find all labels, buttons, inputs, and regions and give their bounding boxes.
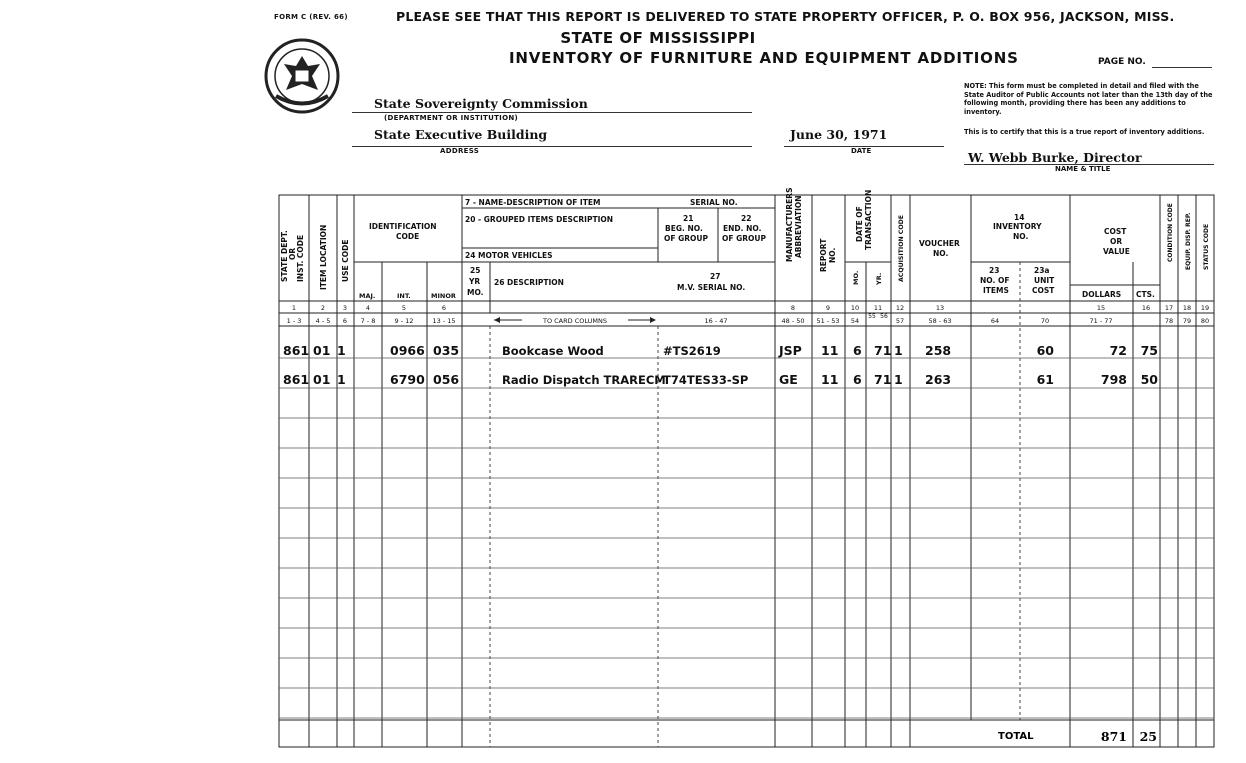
col-cost-1: COST — [1104, 227, 1127, 236]
cell-acq: 1 — [894, 343, 903, 358]
col-cost-3: VALUE — [1103, 247, 1130, 256]
cell-mfr: GE — [779, 372, 798, 387]
col-equip-disp: EQUIP. DISP. REP. — [1185, 212, 1192, 270]
cell-use: 1 — [337, 343, 346, 358]
field-number: 18 — [1182, 304, 1192, 312]
col-manufacturers-2: ABBREVIATION — [794, 195, 803, 258]
cell-loc: 01 — [313, 343, 331, 358]
card-column-label: 58 - 63 — [928, 317, 952, 325]
cell-yr: 71 — [874, 343, 892, 358]
col-motor-vehicles: 24 MOTOR VEHICLES — [465, 251, 553, 260]
col-beg-no-3: OF GROUP — [664, 234, 709, 243]
col-cost-2: OR — [1110, 237, 1123, 246]
total-label: TOTAL — [998, 731, 1034, 742]
field-number: 15 — [1096, 304, 1106, 312]
table-row — [283, 343, 1158, 358]
cell-acq: 1 — [894, 372, 903, 387]
certification: This is to certify that this is a true report of inventory additions. — [964, 128, 1205, 136]
cell-voucher: 258 — [925, 343, 952, 358]
field-number: 13 — [935, 304, 945, 312]
field-number: 10 — [850, 304, 860, 312]
col-state-dept-2: OR — [288, 247, 297, 260]
signer-caption: NAME & TITLE — [1055, 165, 1111, 173]
col-acquisition-code: ACQUISITION CODE — [898, 215, 905, 282]
cell-report: 11 — [821, 372, 839, 387]
col-item-location: ITEM LOCATION — [319, 224, 328, 290]
col-no-items-1: 23 — [989, 266, 1000, 275]
card-column-label: 1 - 3 — [286, 317, 302, 325]
cell-mo: 6 — [853, 372, 862, 387]
field-number: 1 — [291, 304, 297, 312]
col-beg-no-2: BEG. NO. — [665, 224, 703, 233]
cell-minor: 056 — [433, 372, 460, 387]
cell-serial: T74TES33-SP — [663, 373, 749, 387]
total-dollars: 871 — [1100, 729, 1127, 744]
col-status-code: STATUS CODE — [1203, 223, 1210, 270]
col-unit-cost-1: 23a — [1034, 266, 1050, 275]
col-end-no-2: END. NO. — [723, 224, 762, 233]
filing-note: NOTE: This form must be completed in detail and filed with the State Auditor of Public Accounts not later than the 13th day of the following month, providing there has been any additions to inventory. — [964, 82, 1213, 116]
report-date: June 30, 1971 — [790, 127, 888, 142]
col-condition-code: CONDITION CODE — [1167, 203, 1174, 262]
col-date-trans-1: DATE OF — [855, 206, 864, 242]
cell-dept: 861 — [283, 372, 310, 387]
col-voucher-1: VOUCHER — [919, 239, 960, 248]
col-unit-cost-2: UNIT — [1034, 276, 1055, 285]
col-manufacturers-1: MANUFACTURERS — [785, 187, 794, 262]
col-id-code-1: IDENTIFICATION — [369, 222, 437, 231]
col-end-no-1: 22 — [741, 214, 752, 223]
cell-unit-cost: 60 — [1036, 343, 1054, 358]
card-column-label: 56 — [880, 313, 888, 320]
card-column-label: 48 - 50 — [781, 317, 805, 325]
cell-int: 0966 — [390, 343, 425, 358]
address: State Executive Building — [374, 127, 548, 142]
cell-minor: 035 — [433, 343, 460, 358]
cell-mfr: JSP — [779, 343, 802, 358]
cell-dollars: 72 — [1109, 343, 1127, 358]
cell-cts: 75 — [1140, 343, 1158, 358]
card-column-label: TO CARD COLUMNS — [542, 317, 608, 325]
cell-serial: #TS2619 — [663, 344, 721, 358]
col-use-code: USE CODE — [341, 239, 350, 282]
col-mv-serial-2: M.V. SERIAL NO. — [677, 283, 746, 292]
card-column-label: 79 — [1182, 317, 1192, 325]
col-no-items-3: ITEMS — [983, 286, 1009, 295]
department-name: State Sovereignty Commission — [374, 96, 588, 111]
cell-description: Radio Dispatch TRARECM — [502, 373, 666, 387]
col-unit-cost-3: COST — [1032, 286, 1055, 295]
col-name-desc: 7 - NAME-DESCRIPTION OF ITEM — [465, 198, 601, 207]
col-id-code-2: CODE — [396, 232, 420, 241]
field-number: 4 — [365, 304, 371, 312]
card-column-label: 80 — [1200, 317, 1210, 325]
col-dollars: DOLLARS — [1082, 290, 1122, 299]
col-mv-serial-1: 27 — [710, 272, 721, 281]
col-yr: YR. — [875, 272, 883, 285]
col-minor: MINOR — [431, 292, 456, 300]
cell-cts: 50 — [1140, 372, 1158, 387]
col-beg-no-1: 21 — [683, 214, 694, 223]
field-number: 8 — [790, 304, 796, 312]
col-report-no-2: NO. — [828, 247, 837, 263]
field-number: 2 — [320, 304, 326, 312]
col-yr-mo-1: 25 — [470, 266, 481, 275]
col-inventory-1: 14 — [1014, 213, 1025, 222]
col-int: INT. — [397, 292, 411, 300]
col-voucher-2: NO. — [933, 249, 949, 258]
col-mo: MO. — [852, 270, 860, 285]
col-yr-mo-3: MO. — [467, 288, 484, 297]
col-inventory-2: INVENTORY — [993, 222, 1042, 231]
cell-int: 6790 — [390, 372, 425, 387]
cell-dollars: 798 — [1100, 372, 1127, 387]
field-number: 17 — [1164, 304, 1174, 312]
date-caption: DATE — [851, 147, 872, 155]
delivery-notice: PLEASE SEE THAT THIS REPORT IS DELIVERED TO STATE PROPERTY OFFICER, P. O. BOX 956, JACKSON, MISS. — [396, 9, 1175, 24]
col-serial-no: SERIAL NO. — [690, 198, 738, 207]
cell-yr: 71 — [874, 372, 892, 387]
card-column-label: 4 - 5 — [315, 317, 331, 325]
state-title: STATE OF MISSISSIPPI — [560, 29, 756, 47]
cell-unit-cost: 61 — [1036, 372, 1054, 387]
arrow-right-icon — [650, 317, 656, 323]
field-number: 3 — [342, 304, 348, 312]
address-caption: ADDRESS — [440, 147, 480, 155]
col-cts: CTS. — [1136, 290, 1155, 299]
field-number: 16 — [1141, 304, 1151, 312]
card-column-label: 57 — [895, 317, 905, 325]
cell-report: 11 — [821, 343, 839, 358]
card-column-label: 6 — [342, 317, 348, 325]
field-number: 9 — [825, 304, 831, 312]
cell-mo: 6 — [853, 343, 862, 358]
field-number: 5 — [401, 304, 407, 312]
card-column-label: 55 — [868, 313, 876, 320]
card-column-label: 70 — [1040, 317, 1050, 325]
card-column-label: 78 — [1164, 317, 1174, 325]
arrow-left-icon — [494, 317, 500, 323]
col-inventory-3: NO. — [1013, 232, 1029, 241]
col-yr-mo-2: YR — [469, 277, 481, 286]
card-column-label: 51 - 53 — [816, 317, 840, 325]
field-number: 6 — [441, 304, 447, 312]
card-column-label: 71 - 77 — [1089, 317, 1113, 325]
cell-voucher: 263 — [925, 372, 952, 387]
page-no-label: PAGE NO. — [1098, 57, 1146, 67]
col-no-items-2: NO. OF — [980, 276, 1010, 285]
form-id: FORM C (REV. 66) — [274, 13, 348, 21]
card-column-label: 64 — [990, 317, 1000, 325]
table-row — [283, 372, 1158, 387]
col-state-dept-3: INST. CODE — [296, 234, 305, 282]
col-end-no-3: OF GROUP — [722, 234, 767, 243]
page-title: INVENTORY OF FURNITURE AND EQUIPMENT ADDITIONS — [509, 49, 1019, 67]
card-column-label: 9 - 12 — [394, 317, 414, 325]
col-state-dept-1: STATE DEPT. — [280, 230, 289, 282]
card-column-label: 13 - 15 — [432, 317, 456, 325]
col-grouped-desc: 20 - GROUPED ITEMS DESCRIPTION — [465, 215, 614, 224]
signer-name: W. Webb Burke, Director — [968, 150, 1142, 165]
card-column-label: 7 - 8 — [360, 317, 376, 325]
cell-description: Bookcase Wood — [502, 344, 604, 358]
col-report-no-1: REPORT — [819, 238, 828, 272]
field-number: 19 — [1200, 304, 1210, 312]
col-maj: MAJ. — [359, 292, 376, 300]
cell-use: 1 — [337, 372, 346, 387]
field-number: 11 — [873, 304, 883, 312]
cell-loc: 01 — [313, 372, 331, 387]
department-caption: (DEPARTMENT OR INSTITUTION) — [384, 114, 518, 122]
col-description-26: 26 DESCRIPTION — [494, 278, 564, 287]
card-column-label: 54 — [850, 317, 860, 325]
card-column-label: 16 - 47 — [704, 317, 728, 325]
total-cts: 25 — [1139, 729, 1157, 744]
field-number: 12 — [895, 304, 905, 312]
col-date-trans-2: TRANSACTION — [864, 189, 873, 250]
cell-dept: 861 — [283, 343, 310, 358]
